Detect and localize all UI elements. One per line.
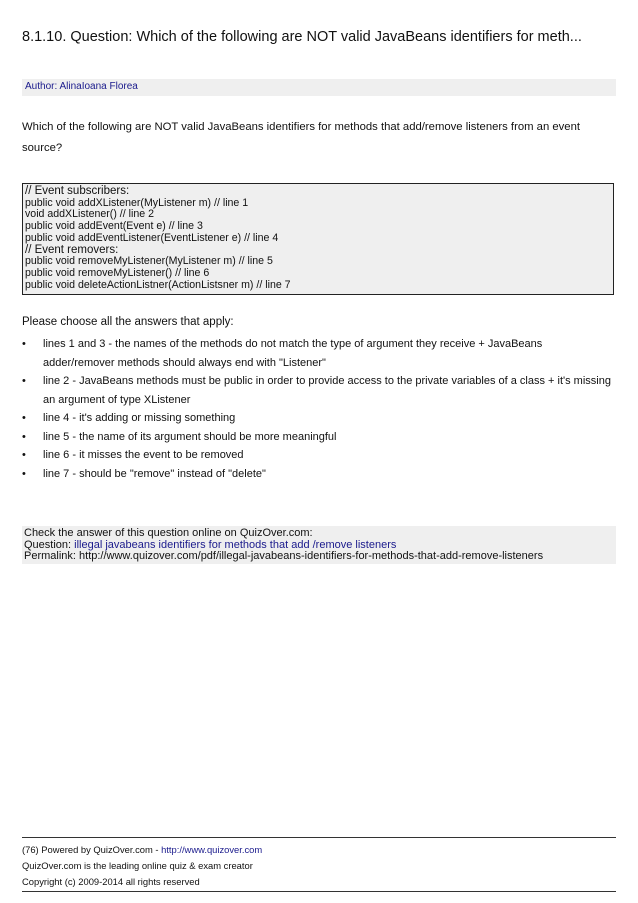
footer-page-prefix: (76) Powered by QuizOver.com - [22, 844, 162, 855]
bullet-icon: • [22, 375, 26, 387]
footer-powered-by [22, 844, 262, 855]
check-answer-panel [22, 526, 616, 564]
answer-option[interactable] [22, 335, 616, 372]
answer-option[interactable] [22, 428, 616, 447]
answer-text: line 4 - it's adding or missing something [43, 412, 236, 424]
code-snippet [22, 183, 614, 295]
answer-text: line 5 - the name of its argument should be more meaningful [43, 430, 337, 443]
code-line: public void removeMyListener(MyListener m) // line 5 [25, 255, 273, 268]
answer-list [22, 335, 616, 483]
site-link[interactable]: http://www.quizover.com [161, 844, 263, 855]
code-line: public void addXListener(MyListener m) // line 1 [25, 196, 249, 209]
footer-tagline: QuizOver.com is the leading online quiz & exam creator [22, 860, 253, 871]
answer-option[interactable] [22, 372, 616, 409]
answer-option[interactable] [22, 446, 616, 465]
bullet-icon: • [22, 467, 26, 480]
bullet-icon: • [22, 412, 26, 424]
code-line: void addXListener() // line 2 [25, 208, 154, 221]
code-line: public void deleteActionListner(ActionListsner m) // line 7 [25, 278, 291, 291]
question-link-label: Question: [24, 538, 75, 551]
code-line: public void removeMyListener() // line 6 [25, 266, 210, 279]
bullet-icon: • [22, 449, 26, 461]
answers-prompt: Please choose all the answers that apply: [22, 316, 234, 328]
bullet-icon: • [22, 430, 26, 443]
answer-text: line 2 - JavaBeans methods must be public in order to provide access to the private variables of a class + it's missing an argument of type XListener [43, 375, 611, 406]
question-text: Which of the following are NOT valid JavaBeans identifiers for methods that add/remove listeners from an event source? [22, 121, 581, 154]
permalink-link[interactable]: http://www.quizover.com/pdf/illegal-javabeans-identifiers-for-methods-that-add-remove-listeners [79, 550, 544, 563]
footer-divider-top [22, 837, 616, 838]
footer-divider-bottom [22, 891, 616, 892]
answer-text: lines 1 and 3 - the names of the methods do not match the type of argument they receive + JavaBeans adder/remover methods should always end with "Listener" [43, 338, 543, 369]
author-bar [22, 79, 616, 96]
code-line: // Event subscribers: [25, 185, 130, 197]
code-line: public void addEventListener(EventListener e) // line 4 [25, 231, 279, 244]
answer-text: line 7 - should be "remove" instead of "delete" [43, 467, 266, 480]
page-title: 8.1.10. Question: Which of the following are NOT valid JavaBeans identifiers for meth... [22, 29, 582, 45]
code-line: public void addEvent(Event e) // line 3 [25, 220, 203, 233]
answer-option[interactable] [22, 465, 616, 484]
permalink-label: Permalink: [24, 550, 80, 563]
question-link[interactable]: illegal javabeans identifiers for methods that add /remove listeners [74, 538, 397, 551]
answer-text: line 6 - it misses the event to be removed [43, 449, 244, 461]
bullet-icon: • [22, 338, 26, 350]
author-name: Author: AlinaIoana Florea [25, 81, 138, 92]
footer-copyright: Copyright (c) 2009-2014 all rights reserved [22, 876, 200, 887]
answer-option[interactable] [22, 409, 616, 428]
code-line: // Event removers: [25, 243, 119, 256]
permalink-row [24, 551, 616, 563]
check-answer-intro: Check the answer of this question online on QuizOver.com: [24, 527, 313, 539]
